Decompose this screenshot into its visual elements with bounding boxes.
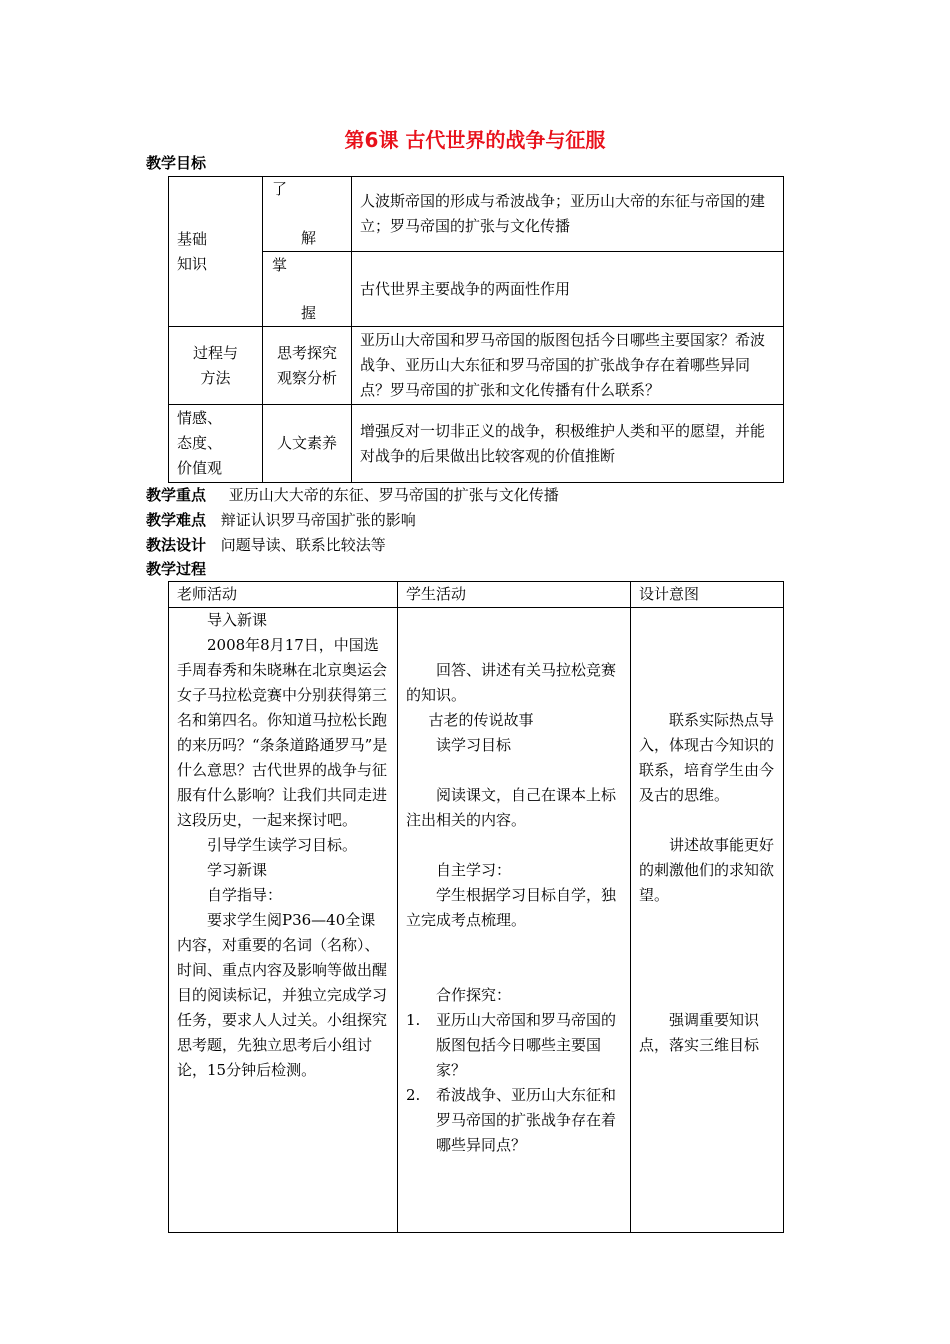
teacher-activity-cell bbox=[169, 608, 398, 1233]
key-point-text: 亚历山大大帝的东征、罗马帝国的扩张与文化传播 bbox=[228, 486, 559, 504]
emotion-label-3: 价值观 bbox=[177, 459, 223, 477]
student-question-2 bbox=[406, 1083, 622, 1158]
method-text: 问题导读、联系比较法等 bbox=[220, 536, 386, 554]
difficulty-text: 辩证认识罗马帝国扩张的影响 bbox=[220, 511, 416, 529]
master-text: 古代世界主要战争的两面性作用 bbox=[352, 252, 784, 327]
q1-number: 1. bbox=[406, 1011, 421, 1029]
basic-label-2: 知识 bbox=[177, 254, 208, 273]
q1-text: 亚历山大帝国和罗马帝国的版图包括今日哪些主要国家？ bbox=[436, 1011, 617, 1079]
student-answer: 回答、讲述有关马拉松竞赛的知识。 bbox=[406, 661, 617, 704]
design-intent-cell bbox=[631, 608, 784, 1233]
process-method-cell bbox=[263, 327, 352, 405]
process-text: 亚历山大帝国和罗马帝国的版图包括今日哪些主要国家？希波战争、亚历山大东征和罗马帝国的扩张战争存在着哪些异同点？罗马帝国的扩张和文化传播有什么联系？ bbox=[352, 327, 784, 405]
basic-knowledge-cell bbox=[169, 177, 263, 327]
header-teacher: 老师活动 bbox=[169, 582, 398, 608]
emotion-label-cell bbox=[169, 405, 263, 483]
process-label-cell bbox=[169, 327, 263, 405]
key-point-label: 教学重点 bbox=[146, 486, 207, 504]
master-char-2: 握 bbox=[301, 304, 317, 322]
intent-3: 强调重要知识点，落实三维目标 bbox=[639, 1011, 760, 1054]
method-label: 教法设计 bbox=[146, 536, 207, 554]
objectives-heading: 教学目标 bbox=[146, 154, 207, 172]
objectives-table bbox=[168, 176, 784, 483]
q2-number: 2. bbox=[406, 1086, 421, 1104]
process-method-1: 思考探究 bbox=[276, 343, 337, 362]
student-self-study: 自主学习： bbox=[436, 861, 512, 879]
emotion-method: 人文素养 bbox=[263, 405, 352, 483]
intent-2: 讲述故事能更好的刺激他们的求知欲望。 bbox=[639, 836, 775, 904]
teacher-new-lesson: 学习新课 bbox=[207, 861, 268, 879]
student-coop: 合作探究： bbox=[436, 986, 512, 1004]
difficulty-row bbox=[146, 509, 416, 530]
teacher-self-study-text: 要求学生阅P36—40全课内容，对重要的名词（名称）、时间、重点内容及影响等做出醒目的阅读标记，并独立完成学习任务，要求人人过关。小组探究思考题，先独立思考后小组讨论，15分钟后检测。 bbox=[177, 911, 388, 1079]
student-activity-cell bbox=[398, 608, 631, 1233]
emotion-label-2: 态度、 bbox=[177, 434, 223, 452]
understand-char-2: 解 bbox=[301, 229, 317, 247]
q2-text: 希波战争、亚历山大东征和罗马帝国的扩张战争存在着哪些异同点？ bbox=[436, 1086, 617, 1154]
understand-text: 人波斯帝国的形成与希波战争；亚历山大帝的东征与帝国的建立；罗马帝国的扩张与文化传播 bbox=[352, 177, 784, 252]
emotion-label-1: 情感、 bbox=[177, 409, 223, 427]
student-self-study-text: 学生根据学习目标自学，独立完成考点梳理。 bbox=[406, 886, 617, 929]
master-label-cell bbox=[263, 252, 352, 327]
teacher-intro-text: 2008年8月17日，中国选手周春秀和朱晓琳在北京奥运会女子马拉松竞赛中分别获得第三名和第四名。你知道马拉松长跑的来历吗？“条条道路通罗马”是什么意思？古代世界的战争与征服有什么影响？让我们共同走进这段历史，一起来探讨吧。 bbox=[177, 636, 388, 829]
understand-label-cell bbox=[263, 177, 352, 252]
process-method-2: 观察分析 bbox=[276, 368, 337, 387]
understand-char-1: 了 bbox=[272, 180, 288, 198]
difficulty-label: 教学难点 bbox=[146, 511, 207, 529]
process-label-1: 过程与 bbox=[192, 343, 238, 362]
process-label-2: 方法 bbox=[200, 368, 231, 387]
header-student: 学生活动 bbox=[398, 582, 631, 608]
page-title: 第6课 古代世界的战争与征服 bbox=[344, 128, 606, 152]
student-story: 古老的传说故事 bbox=[428, 711, 534, 729]
emotion-text: 增强反对一切非正义的战争，积极维护人类和平的愿望，并能对战争的后果做出比较客观的价值推断 bbox=[352, 405, 784, 483]
key-point-row bbox=[146, 484, 559, 505]
master-char-1: 掌 bbox=[272, 256, 288, 274]
process-heading: 教学过程 bbox=[146, 560, 207, 578]
student-read-goal: 读学习目标 bbox=[436, 736, 512, 754]
header-intent: 设计意图 bbox=[631, 582, 784, 608]
student-question-1 bbox=[406, 1008, 622, 1083]
process-table bbox=[168, 581, 784, 1233]
teacher-self-study-title: 自学指导： bbox=[207, 886, 283, 904]
basic-label-1: 基础 bbox=[177, 229, 208, 248]
student-read-text: 阅读课文，自己在课本上标注出相关的内容。 bbox=[406, 786, 617, 829]
intent-1: 联系实际热点导入，体现古今知识的联系，培育学生由今及古的思维。 bbox=[639, 711, 775, 804]
method-row bbox=[146, 534, 386, 555]
teacher-intro-title: 导入新课 bbox=[207, 611, 268, 629]
teacher-guide-goal: 引导学生读学习目标。 bbox=[207, 836, 358, 854]
